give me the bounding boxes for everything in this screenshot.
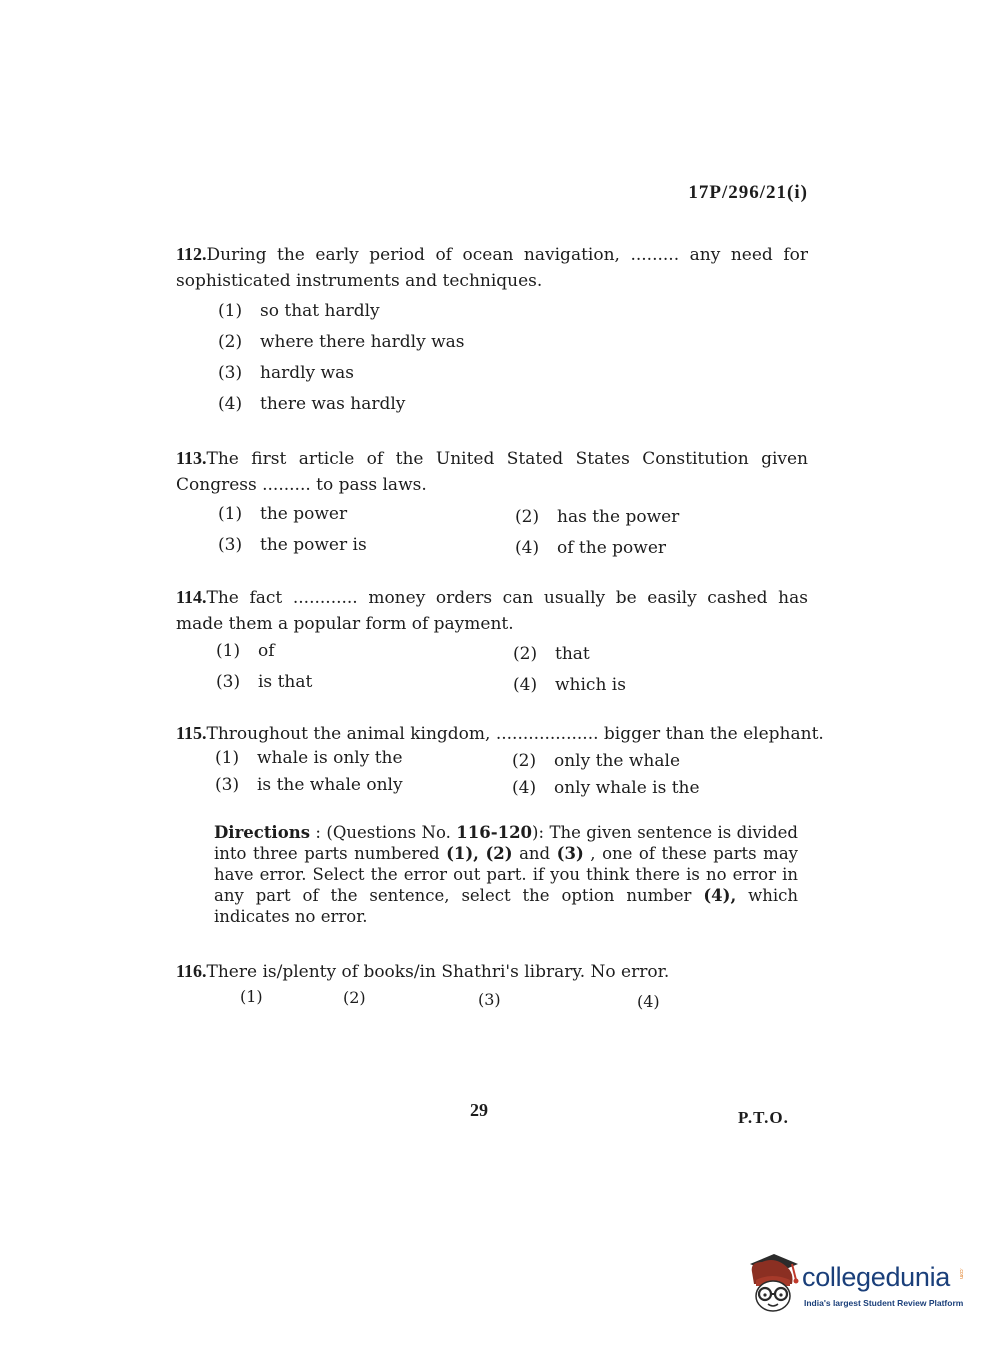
- logo-tagline: India's largest Student Review Platform: [804, 1298, 964, 1308]
- question-115: [176, 720, 824, 747]
- option: (2) that: [513, 644, 590, 664]
- option: (4) of the power: [515, 538, 667, 558]
- option: (2) where there hardly was: [218, 332, 465, 352]
- question-text: 114.The fact ............ money orders can usually be easily cashed has made them a popular form of payment.: [176, 587, 808, 634]
- paper-code: 17P/296/21(i): [688, 182, 808, 203]
- option: (3) the power is: [218, 535, 367, 555]
- option: (2) has the power: [515, 507, 680, 527]
- option: (3) is the whale only: [215, 775, 403, 795]
- question-number: 115.: [176, 723, 207, 743]
- option: (1) so that hardly: [218, 301, 380, 321]
- option: (4) which is: [513, 675, 626, 695]
- collegedunia-logo: [742, 1250, 972, 1320]
- question-text: 112.During the early period of ocean navigation, ......... any need for sophisticated instruments and techniques.: [176, 244, 808, 291]
- question-114: [176, 584, 808, 637]
- part-label-4: (4): [637, 992, 660, 1011]
- part-label-1: (1): [240, 987, 263, 1006]
- question-113: [176, 445, 808, 498]
- option: (3) hardly was: [218, 363, 354, 383]
- question-number: 112.: [176, 244, 207, 264]
- question-text: 113.The first article of the United Stated States Constitution given Congress ......... to pass laws.: [176, 448, 808, 495]
- option: (4) there was hardly: [218, 394, 406, 414]
- mascot-icon: [742, 1250, 802, 1320]
- logo-name: collegedunia: [802, 1262, 951, 1292]
- option: (1) whale is only the: [215, 748, 403, 768]
- page-number: 29: [470, 1100, 488, 1120]
- directions-label: Directions: [214, 823, 310, 842]
- question-number: 114.: [176, 587, 207, 607]
- pto-label: P.T.O.: [738, 1108, 789, 1127]
- question-number: 116.: [176, 961, 207, 981]
- part-label-3: (3): [478, 990, 501, 1009]
- option: (1) of: [216, 641, 275, 661]
- logo-dot-com: .com: [958, 1268, 964, 1279]
- directions-block: Directions : (Questions No. 116-120): The given sentence is divided into three parts numbered (1), (2) and (3) , one of these parts may have error. Select the error out part. if you think there is no error in any part of the sentence, select the option number (4), which indicates no error.: [214, 823, 798, 926]
- part-label-2: (2): [343, 988, 366, 1007]
- option: (1) the power: [218, 504, 348, 524]
- question-number: 113.: [176, 448, 207, 468]
- option: (3) is that: [216, 672, 313, 692]
- question-116: [176, 958, 716, 985]
- question-112: [176, 241, 808, 294]
- option: (2) only the whale: [512, 751, 681, 771]
- option: (4) only whale is the: [512, 778, 700, 798]
- question-text: 115.Throughout the animal kingdom, ................... bigger than the elephant.: [176, 723, 824, 744]
- question-text: 116.There is/plenty of books/in Shathri's library. No error.: [176, 961, 670, 982]
